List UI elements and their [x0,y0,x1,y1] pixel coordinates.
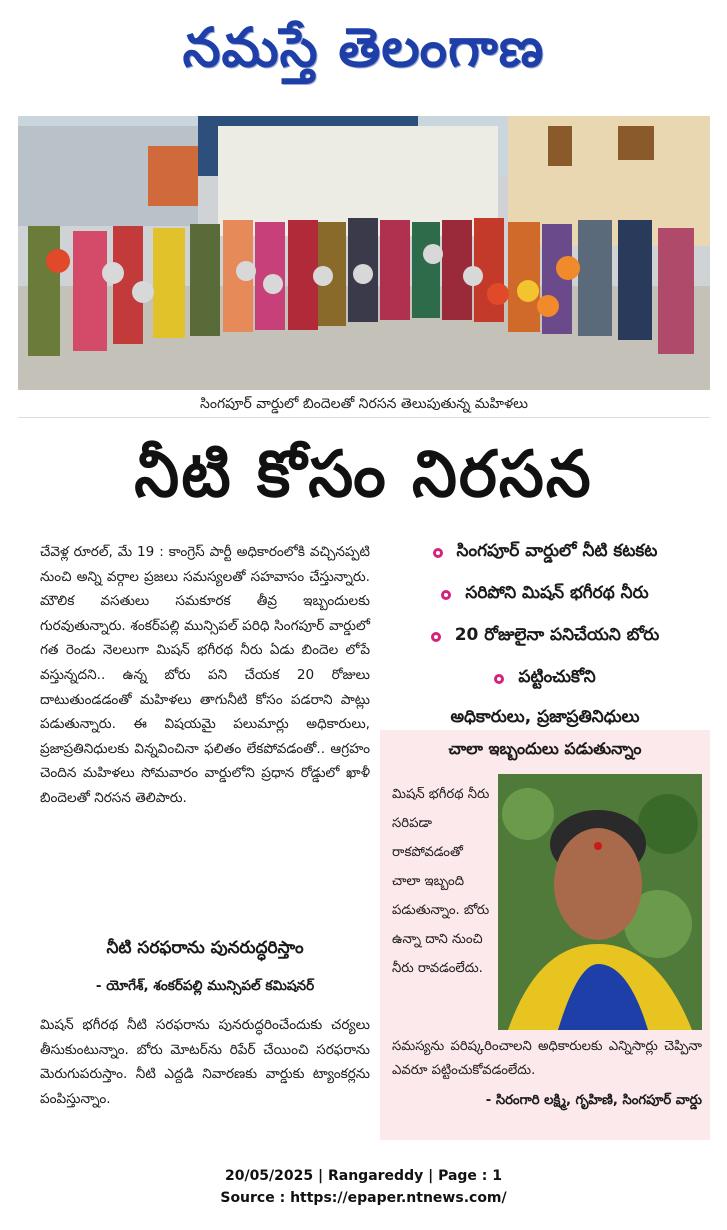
highlight-item [380,616,710,658]
footer-source: Source : https://epaper.ntnews.com/ [220,1190,507,1206]
bullet-icon [433,548,443,558]
page-footer [0,1165,727,1209]
subheading-attribution: - యోగేశ్, శంకర్‌పల్లి మున్సిపల్ కమిషనర్ [95,978,315,994]
highlight-text: పట్టించుకోని [518,667,596,687]
photo-caption: సింగపూర్ వార్డులో బిందెలతో నిరసన తెలుపుతున్న మహిళలు [18,391,710,418]
article-body-2 [40,1013,370,1111]
footer-date-edition: 20/05/2025 | Rangareddy | Page : 1 [224,1168,503,1184]
news-photo [18,116,710,390]
quote-title: చాలా ఇబ్బందులు పడుతున్నాం [448,739,642,758]
quote-text-continued: సమస్యను పరిష్కరించాలని అధికారులకు ఎన్నిసార్లు చెప్పినా ఎవరూ పట్టించుకోవడంలేదు. [392,1039,702,1078]
article-body [40,540,370,811]
headline: నీటి కోసం నిరసన [134,438,593,512]
highlight-text: 20 రోజులైనా పనిచేయని బోరు [454,625,660,645]
bullet-icon [441,590,451,600]
bullet-icon [494,674,504,684]
quote-box [380,730,710,1140]
article-body-2-text: మిషన్ భగీరథ నీటి సరఫరాను పునరుద్ధరించేందుకు చర్యలు తీసుకుంటున్నాం. బోరు మోటర్‌ను రిపేర్ చేయించి సరఫరాను మెరుగుపరుస్తాం. నీటి ఎద్దడి నివారణకు వార్డుకు ట్యాంకర్లను పంపిస్తున్నాం. [40,1017,370,1107]
quote-attribution: - సిరంగారి లక్ష్మి, గృహిణి, సింగపూర్ వార్డు [485,1093,702,1108]
highlights-list [380,532,710,734]
highlight-text: సరిపోని మిషన్ భగీరథ నీరు [465,583,649,603]
highlight-item [380,658,710,700]
protest-photo-illustration [18,116,710,390]
highlight-item [380,532,710,574]
masthead-title: నమస్తే తెలంగాణ [182,15,545,79]
quote-text: మిషన్ భగీరథ నీరు సరిపడా రాకపోవడంతో చాలా ఇబ్బంది పడుతున్నాం. బోరు ఉన్నా దాని నుంచి నీరు రావడంలేదు. [392,787,490,976]
highlight-continuation: అధికారులు, ప్రజాప్రతినిధులు [450,707,640,727]
highlight-item [380,574,710,616]
portrait-illustration [498,774,702,1030]
masthead [0,0,727,108]
highlight-text: సింగపూర్ వార్డులో నీటి కటకట [456,541,658,561]
subheading: నీటి సరఫరాను పునరుద్ధరిస్తాం [106,938,304,958]
article-body-text: చేవెళ్ల రూరల్, మే 19 : కాంగ్రెస్ పార్టీ అధికారంలోకి వచ్చినప్పటి నుంచి అన్ని వర్గాల ప్రజలు సమస్యలతో సహవాసం చేస్తున్నారు. మౌలిక వసతులు సమకూరక తీవ్ర ఇబ్బందులకు గురవుతున్నారు. శంకర్‌పల్లి మున్సిపల్ పరిధి సింగపూర్ వార్డులో గత రెండు నెలలుగా మిషన్ భగీరథ నీరు ఏడు బిందెల లోపే వస్తున్నదని.. ఉన్న బోరు పని చేయక 20 రోజులు దాటుతుండడంతో మహిళలు తాగునీటి కోసం పడరాని పాట్లు పడుతున్నారు. ఈ విషయమై పలుమార్లు అధికారులు, ప్రజాప్రతినిధులకు విన్నవించినా ఫలితం లేకపోవడంతో.. ఆగ్రహం చెందిన మహిళలు సోమవారం వార్డులోని ప్రధాన రోడ్డులో ఖాళీ బిందెలతో నిరసన తెలిపారు. [40,544,370,806]
bullet-icon [431,632,441,642]
portrait-photo [498,774,702,1030]
